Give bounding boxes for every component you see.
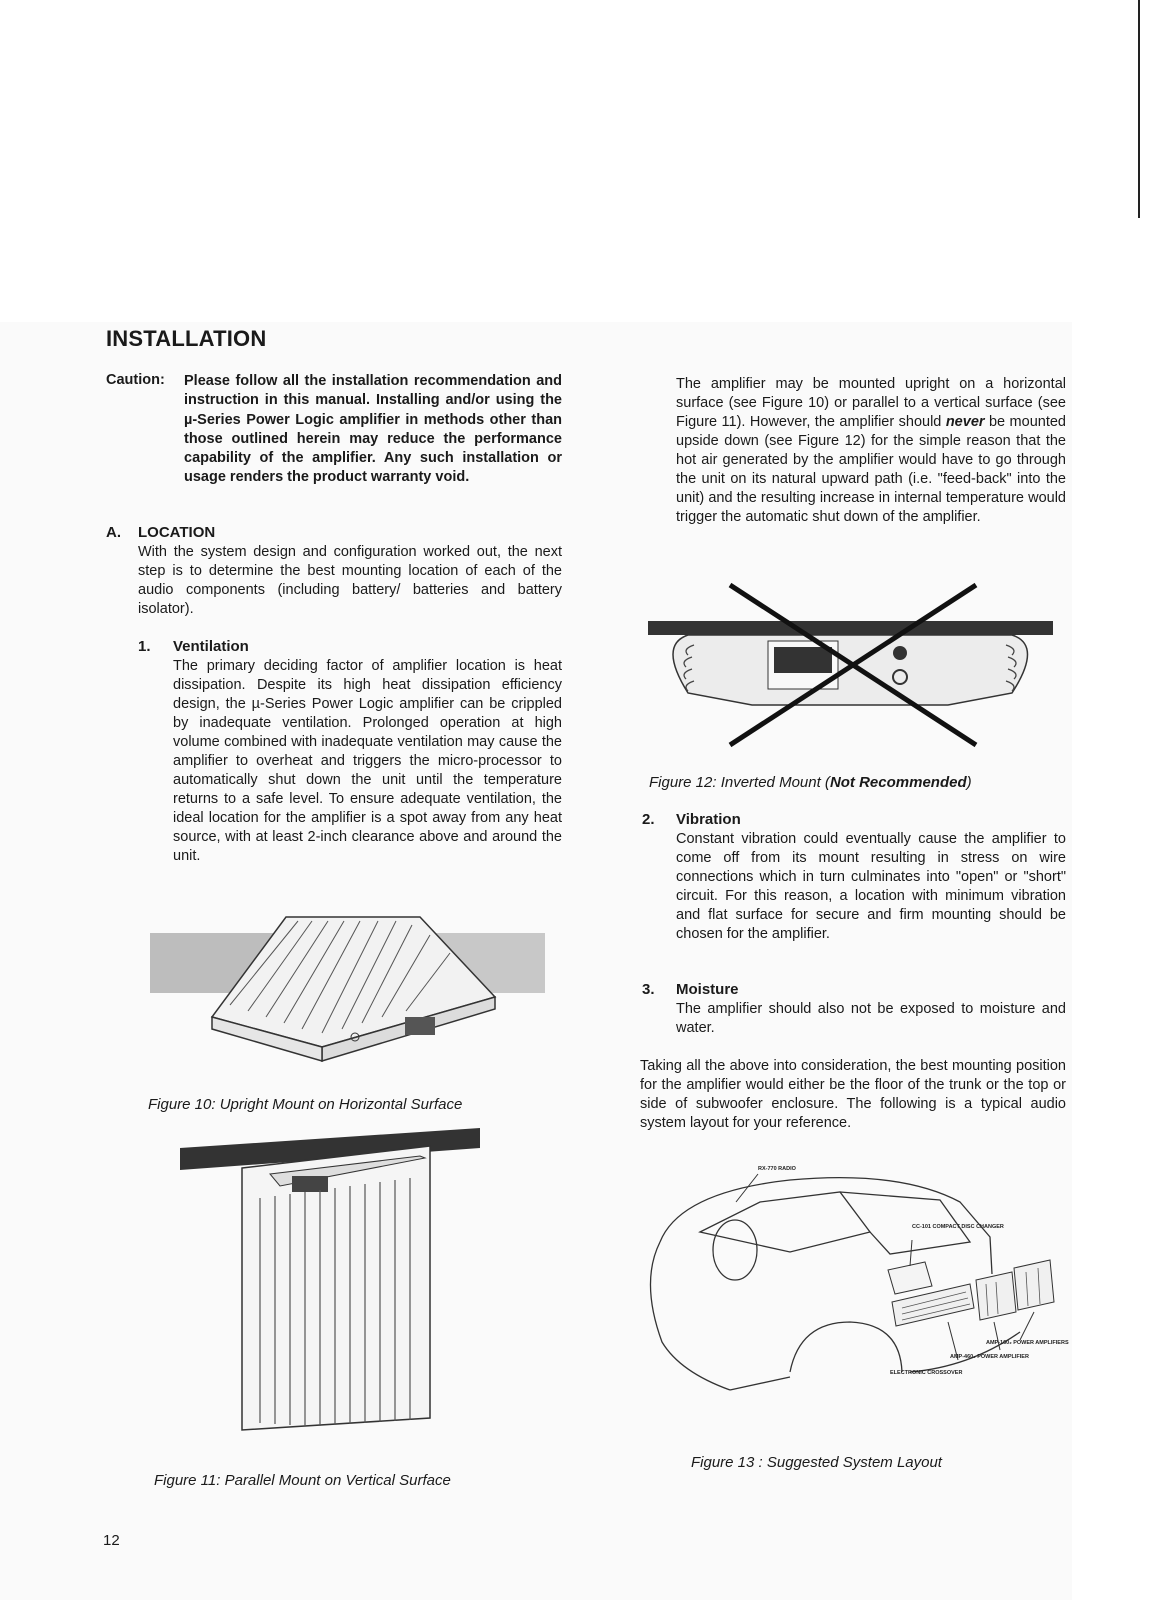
figure-11-illustration	[180, 1128, 490, 1438]
caution-text: Please follow all the installation recommendation and instruction in this manual. Installing and/or using the µ-Series Power Logic amplifier in methods other than those outlined herein may reduce the performance capability of the amplifier. Any such installation or usage renders the product warranty void.	[184, 373, 562, 486]
mounting-text-part-2: be mounted upside down (see Figure 12) for the simple reason that the hot air generated by the amplifier would have to go through the unit on its natural upward path (i.e. "feed-back" into the unit) and the resulting increase in internal temperature would trigger the automatic shut down of the amplifier.	[676, 414, 1066, 525]
figure-12-illustration	[648, 585, 1053, 755]
vibration-text: Constant vibration could eventually cause the amplifier to come off from its mount resulting in stress on wire connections which in turn culminates into "open" or "short" circuit. For this reason, a location with minimum vibration and flat surface for secure and firm mounting should be chosen for the amplifier.	[676, 831, 1066, 942]
moisture-text: The amplifier should also not be exposed to moisture and water.	[676, 1001, 1066, 1036]
mounting-text	[676, 375, 1066, 527]
figure-12-caption-part-2: )	[966, 774, 972, 791]
figure-10-caption: Figure 10: Upright Mount on Horizontal Surface	[148, 1096, 463, 1113]
label-crossover: ELECTRONIC CROSSOVER	[890, 1370, 963, 1376]
page-number: 12	[103, 1532, 120, 1549]
label-amp-460: AMP-460₂ POWER AMPLIFIER	[950, 1354, 1029, 1360]
figure-13-illustration	[640, 1162, 1070, 1424]
moisture-heading: Moisture	[676, 981, 739, 998]
label-radio: RX-770 RADIO	[758, 1166, 796, 1172]
figure-12-not-recommended: Not Recommended	[829, 774, 967, 791]
figure-11-caption: Figure 11: Parallel Mount on Vertical Surface	[154, 1472, 451, 1489]
ventilation-text: The primary deciding factor of amplifier location is heat dissipation. Despite its high heat dissipation efficiency design, the µ-Series Power Logic amplifier can be crippled by inadequate ventilation. Prolonged operation at high volume combined with inadequate ventilation may cause the amplifier to overheat and triggers the micro-processor to automatically shut down the unit until the temperature returns to a safe level. To ensure adequate ventilation, the ideal location for the amplifier is a spot away from any heat source, with at least 2-inch clearance above and around the unit.	[173, 658, 562, 864]
ventilation-number: 1.	[138, 638, 151, 655]
figure-12-caption	[649, 774, 972, 791]
scan-edge-line	[1138, 0, 1140, 218]
page-title: INSTALLATION	[106, 326, 267, 351]
mounting-never: never	[945, 414, 985, 430]
figure-13-caption: Figure 13 : Suggested System Layout	[691, 1454, 942, 1471]
caution-label: Caution:	[106, 372, 165, 388]
figure-12-caption-part-1: Figure 12: Inverted Mount (	[649, 774, 830, 791]
vibration-heading: Vibration	[676, 811, 741, 828]
moisture-number: 3.	[642, 981, 655, 998]
vibration-number: 2.	[642, 811, 655, 828]
label-amp-160: AMP-160₂ POWER AMPLIFIERS	[986, 1340, 1069, 1346]
mounting-text-part-1: The amplifier may be mounted upright on a horizontal surface (see Figure 10) or parallel to a vertical surface (see Figure 11). However, the amplifier should	[676, 376, 1066, 430]
label-changer: CC-101 COMPACT DISC CHANGER	[912, 1224, 1004, 1230]
section-a-letter: A.	[106, 524, 121, 541]
section-a-heading: LOCATION	[138, 524, 216, 541]
section-a-text: With the system design and configuration worked out, the next step is to determine the best mounting location of each of the audio components (including battery/ batteries and battery isolator).	[138, 544, 562, 617]
conclusion-text: Taking all the above into consideration, the best mounting position for the amplifier would either be the floor of the trunk or the top or side of subwoofer enclosure. The following is a typical audio system layout for your reference.	[640, 1058, 1066, 1131]
figure-10-illustration	[150, 905, 545, 1065]
ventilation-heading: Ventilation	[173, 638, 249, 655]
